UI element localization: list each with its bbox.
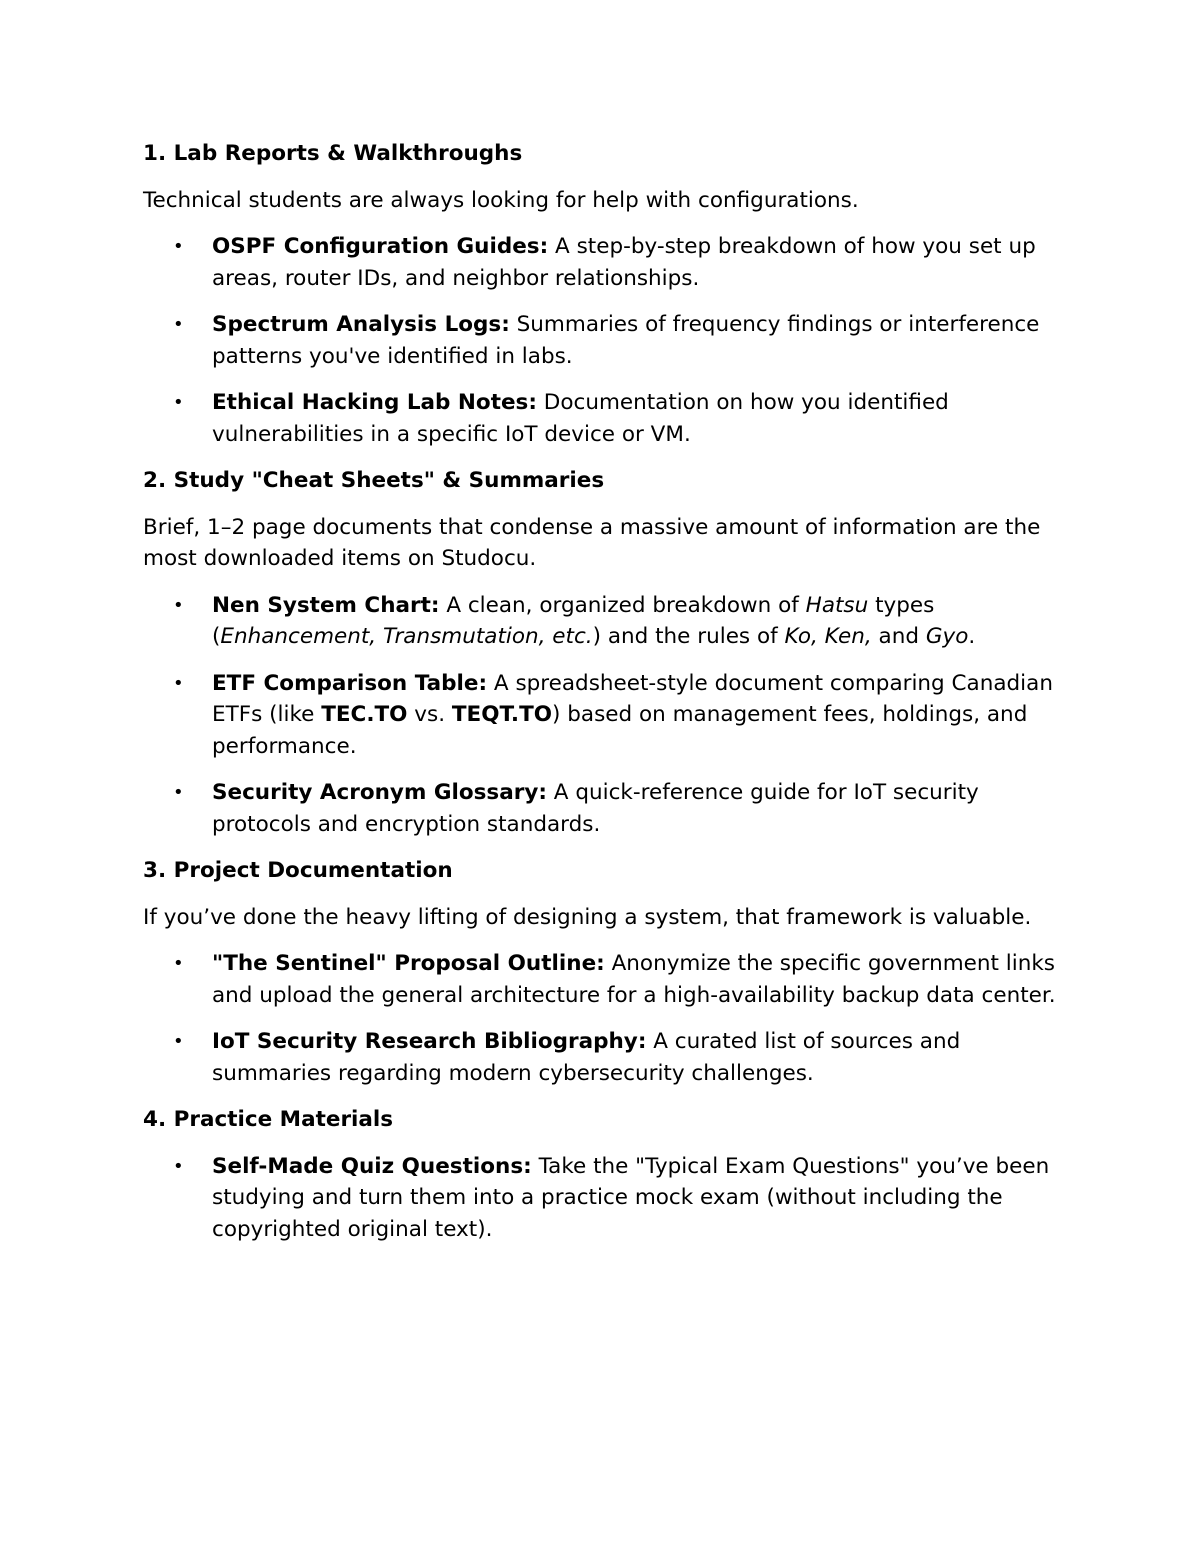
- item-term: Nen System Chart:: [212, 592, 440, 618]
- list-item: [143, 777, 1073, 840]
- section-heading: 4. Practice Materials: [143, 1107, 394, 1132]
- item-description: Summaries of frequency findings or interference patterns you've identified in labs.: [212, 312, 1040, 369]
- item-italic: Hatsu: [805, 592, 869, 618]
- list-item: [143, 231, 1073, 294]
- section-heading: 3. Project Documentation: [143, 858, 453, 883]
- item-italic: Gyo: [925, 624, 969, 649]
- bullet-icon: •: [173, 953, 184, 974]
- bullet-icon: •: [173, 1155, 184, 1177]
- list-item: [143, 668, 1073, 763]
- item-description: Take the "Typical Exam Questions" you’ve been studying and turn them into a practice mock exam (without including the copyrighted original text).: [212, 1153, 1050, 1242]
- section-heading: 1. Lab Reports & Walkthroughs: [143, 141, 523, 166]
- list-item: [143, 590, 1073, 653]
- bullet-icon: •: [173, 782, 184, 803]
- bullet-icon: •: [173, 236, 184, 257]
- item-text: A clean, organized breakdown of: [439, 592, 806, 618]
- bullet-icon: •: [173, 392, 184, 413]
- item-text: ) based on management fees, holdings, and performance.: [212, 702, 1028, 759]
- list-item: [143, 1026, 1073, 1089]
- item-text: ) and the rules of: [592, 624, 785, 649]
- bullet-icon: •: [173, 594, 184, 616]
- section-intro: Technical students are always looking for help with configurations.: [143, 187, 859, 213]
- item-term: OSPF Configuration Guides:: [212, 234, 549, 259]
- item-text: and: [871, 624, 926, 649]
- item-text: types (: [212, 592, 935, 649]
- list-item: [143, 1151, 1073, 1246]
- item-term: "The Sentinel" Proposal Outline:: [212, 951, 605, 976]
- item-text: .: [968, 624, 976, 649]
- item-italic: Enhancement, Transmutation, etc.: [220, 624, 593, 649]
- list-item: [143, 387, 1073, 450]
- bullet-icon: •: [173, 314, 184, 335]
- bullet-icon: •: [173, 1031, 184, 1052]
- item-text: vs.: [407, 702, 452, 727]
- item-description: Anonymize the specific government links and upload the general architecture for a high-availability backup data center.: [212, 951, 1056, 1008]
- item-term: Security Acronym Glossary:: [212, 780, 547, 805]
- list-item: [143, 948, 1073, 1011]
- ticker-bold: TEQT.TO: [451, 702, 553, 727]
- item-description: A quick-reference guide for IoT security protocols and encryption standards.: [212, 780, 979, 837]
- item-description: A curated list of sources and summaries regarding modern cybersecurity challenges.: [212, 1029, 961, 1086]
- list-item: [143, 309, 1073, 372]
- item-term: Self-Made Quiz Questions:: [212, 1153, 532, 1179]
- item-term: Spectrum Analysis Logs:: [212, 312, 510, 337]
- bullet-icon: •: [173, 672, 184, 694]
- document-page: [143, 138, 1073, 1260]
- section-intro: Brief, 1–2 page documents that condense a massive amount of information are the most downloaded items on Studocu.: [143, 514, 1041, 571]
- item-description: A step-by-step breakdown of how you set up areas, router IDs, and neighbor relationships.: [212, 234, 1036, 291]
- item-text: A spreadsheet-style document comparing Canadian ETFs (like: [212, 670, 1053, 727]
- bullet-list: [143, 590, 1073, 841]
- item-term: Ethical Hacking Lab Notes:: [212, 390, 537, 415]
- item-term: ETF Comparison Table:: [212, 670, 488, 696]
- item-italic: Ko, Ken,: [784, 624, 872, 649]
- section-intro: If you’ve done the heavy lifting of designing a system, that framework is valuable.: [143, 904, 1032, 930]
- item-term: IoT Security Research Bibliography:: [212, 1029, 647, 1054]
- ticker-bold: TEC.TO: [321, 702, 408, 727]
- bullet-list: [143, 1151, 1073, 1246]
- bullet-list: [143, 231, 1073, 450]
- bullet-list: [143, 948, 1073, 1089]
- section-heading: 2. Study "Cheat Sheets" & Summaries: [143, 468, 605, 493]
- item-description: Documentation on how you identified vulnerabilities in a specific IoT device or VM.: [212, 390, 949, 447]
